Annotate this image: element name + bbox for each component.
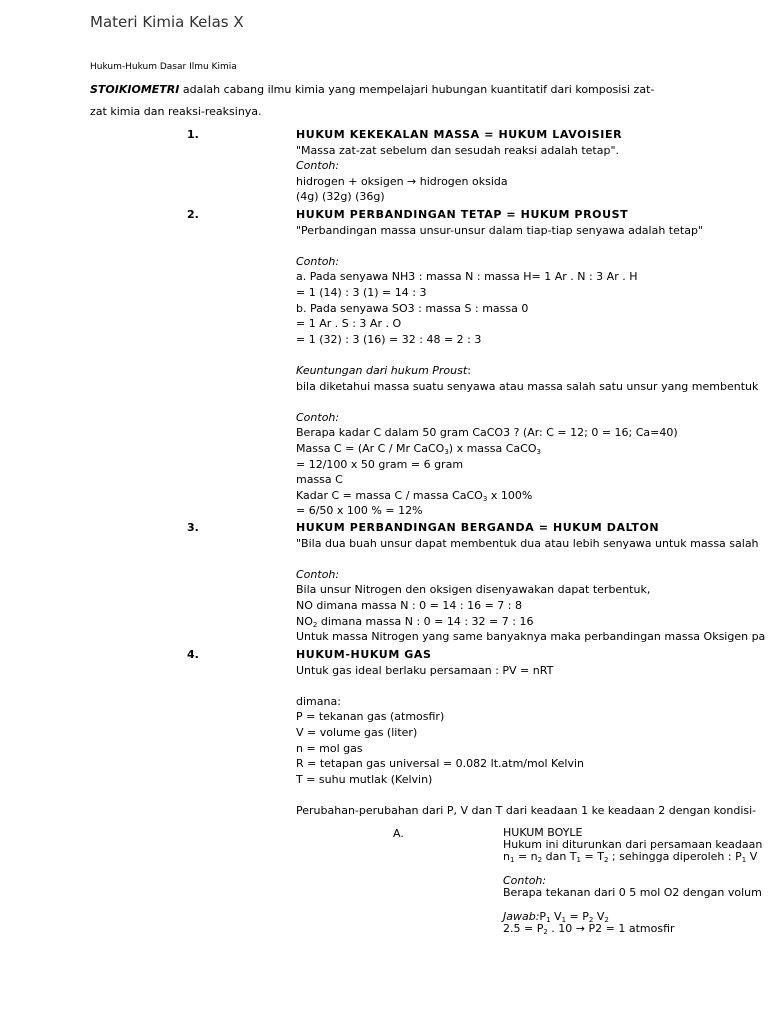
section-heading: HUKUM-HUKUM GAS	[296, 648, 432, 661]
definition-line: T = suhu mutlak (Kelvin)	[296, 772, 433, 786]
example-line: = 6/50 x 100 % = 12%	[296, 504, 423, 518]
example-line: massa C	[296, 473, 343, 487]
example-label: Contoh:	[296, 254, 340, 268]
section-1	[296, 127, 622, 205]
advantage-text: bila diketahui massa suatu senyawa atau massa salah satu unsur yang membentuk	[296, 379, 759, 393]
section-number-4: 4.	[187, 648, 199, 661]
answer-line: $2.5 = P_2$ . 10 → P2 = 1 atmosfir	[503, 922, 675, 936]
example-label: Contoh:	[296, 410, 340, 424]
example-line: = 1 Ar . S : 3 Ar . O	[296, 317, 402, 331]
example-line: = 1 (32) : 3 (16) = 32 : 48 = 2 : 3	[296, 332, 482, 346]
section-heading: HUKUM PERBANDINGAN TETAP = HUKUM PROUST	[296, 208, 629, 221]
document-subtitle: Hukum-Hukum Dasar Ilmu Kimia	[90, 62, 237, 72]
example-line: a. Pada senyawa NH3 : massa N : massa H= 1 Ar . N : 3 Ar . H	[296, 270, 638, 284]
example-line: (4g) (32g) (36g)	[296, 190, 385, 204]
example-line: Bila unsur Nitrogen den oksigen disenyawakan dapat terbentuk,	[296, 583, 651, 597]
intro-text: adalah cabang ilmu kimia yang mempelajari hubungan kuantitatif dari komposisi zat-	[179, 83, 655, 96]
example-line: b. Pada senyawa SO3 : massa S : massa 0	[296, 301, 529, 315]
example-line: Kadar C = massa C / massa CaCO$_3$ x 100%	[296, 488, 533, 503]
section-4	[296, 647, 756, 819]
section-2	[296, 207, 758, 519]
section-heading: HUKUM KEKEKALAN MASSA = HUKUM LAVOISIER	[296, 128, 623, 141]
law-statement: Untuk gas ideal berlaku persamaan : PV = nRT	[296, 663, 554, 677]
section-number-3: 3.	[187, 521, 199, 534]
section-number-2: 2.	[187, 208, 199, 221]
page-title: Materi Kimia Kelas X	[90, 13, 244, 31]
example-label: Contoh:	[296, 159, 340, 173]
example-line: Berapa tekanan dari 0 5 mol O2 dengan volum	[503, 886, 762, 899]
example-line: NO dimana massa N : 0 = 14 : 16 = 7 : 8	[296, 598, 522, 612]
definition-label: dimana:	[296, 694, 341, 708]
law-statement: "Perbandingan massa unsur-unsur dalam tiap-tiap senyawa adalah tetap"	[296, 223, 703, 237]
subsection-heading: HUKUM BOYLE	[503, 826, 583, 839]
example-line: Berapa kadar C dalam 50 gram CaCO3 ? (Ar: C = 12; 0 = 16; Ca=40)	[296, 426, 678, 440]
definition-line: V = volume gas (liter)	[296, 725, 418, 739]
definition-line: n = mol gas	[296, 741, 363, 755]
example-line: Massa C = (Ar C / Mr CaCO$_3$) x massa CaCO$_3$	[296, 441, 541, 456]
example-label: Contoh:	[296, 567, 340, 581]
example-line: hidrogen + oksigen → hidrogen oksida	[296, 174, 508, 188]
example-line: $NO_2$ dimana massa N : 0 = 14 : 32 = 7 : 16	[296, 614, 534, 629]
intro-text-line2: zat kimia dan reaksi-reaksinya.	[90, 105, 262, 118]
intro-term: STOIKIOMETRI	[90, 83, 180, 96]
definition-line: R = tetapan gas universal = 0.082 lt.atm/mol Kelvin	[296, 757, 585, 771]
example-label: Contoh:	[503, 874, 547, 887]
subsection-text: $n_1 = n_2$ dan $T_1 = T_2$ ; sehingga diperoleh : $P_1$ V	[503, 850, 758, 864]
answer-line: $Jawab:P_1$ $V_1 = P_2$ $V_2$	[503, 910, 609, 924]
section-heading: HUKUM PERBANDINGAN BERGANDA = HUKUM DALTON	[296, 521, 660, 534]
section-number-1: 1.	[187, 128, 199, 141]
example-line: = 12/100 x 50 gram = 6 gram	[296, 457, 464, 471]
intro-paragraph	[90, 79, 654, 123]
subsection-a	[503, 827, 762, 935]
definition-line: P = tekanan gas (atmosfir)	[296, 710, 445, 724]
example-line: = 1 (14) : 3 (1) = 14 : 3	[296, 285, 427, 299]
subsection-text: Hukum ini diturunkan dari persamaan keadaan	[503, 838, 763, 851]
subsection-label-a: A.	[393, 827, 404, 840]
law-statement: "Massa zat-zat sebelum dan sesudah reaksi adalah tetap".	[296, 143, 620, 157]
law-statement: "Bila dua buah unsur dapat membentuk dua atau lebih senyawa untuk massa salah	[296, 536, 759, 550]
paragraph: Perubahan-perubahan dari P, V dan T dari keadaan 1 ke keadaan 2 dengan kondisi-	[296, 803, 757, 817]
advantage-label: Keuntungan dari hukum Proust:	[296, 363, 471, 377]
section-3	[296, 520, 765, 645]
example-line: Untuk massa Nitrogen yang same banyaknya maka perbandingan massa Oksigen pa	[296, 630, 766, 644]
